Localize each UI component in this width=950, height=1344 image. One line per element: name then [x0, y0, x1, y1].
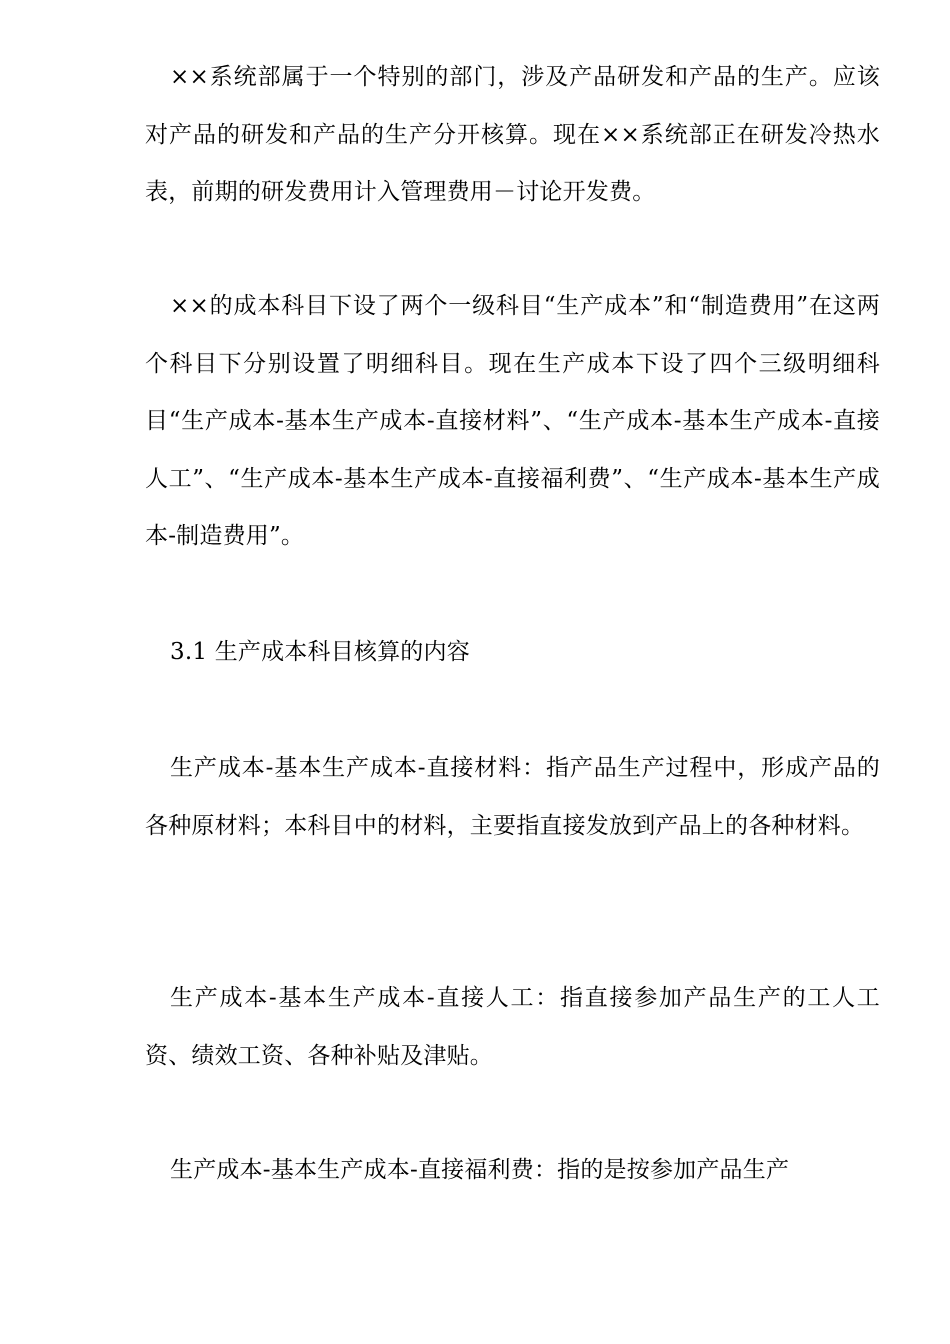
section-heading: 3.1 生产成本科目核算的内容: [170, 639, 470, 665]
paragraph-direct-welfare: 生产成本-基本生产成本-直接福利费：指的是按参加产品生产: [170, 1157, 790, 1183]
paragraph-system-department: ××系统部属于一个特别的部门，涉及产品研发和产品的生产。应该对产品的研发和产品的生产分开核算。现在××系统部正在研发冷热水表，前期的研发费用计入管理费用－讨论开发费。: [145, 64, 880, 205]
paragraph-cost-accounts: ××的成本科目下设了两个一级科目“生产成本”和“制造费用”在这两个科目下分别设置了明细科目。现在生产成本下设了四个三级明细科目“生产成本-基本生产成本-直接材料”、“生产成本-基本生产成本-直接人工”、“生产成本-基本生产成本-直接福利费”、“生产成本-基本生产成本-制造费用”。: [145, 293, 880, 549]
paragraph-direct-materials: 生产成本-基本生产成本-直接材料：指产品生产过程中，形成产品的各种原材料；本科目中的材料，主要指直接发放到产品上的各种材料。: [145, 755, 880, 839]
paragraph-direct-labor: 生产成本-基本生产成本-直接人工：指直接参加产品生产的工人工资、绩效工资、各种补贴及津贴。: [145, 985, 880, 1069]
